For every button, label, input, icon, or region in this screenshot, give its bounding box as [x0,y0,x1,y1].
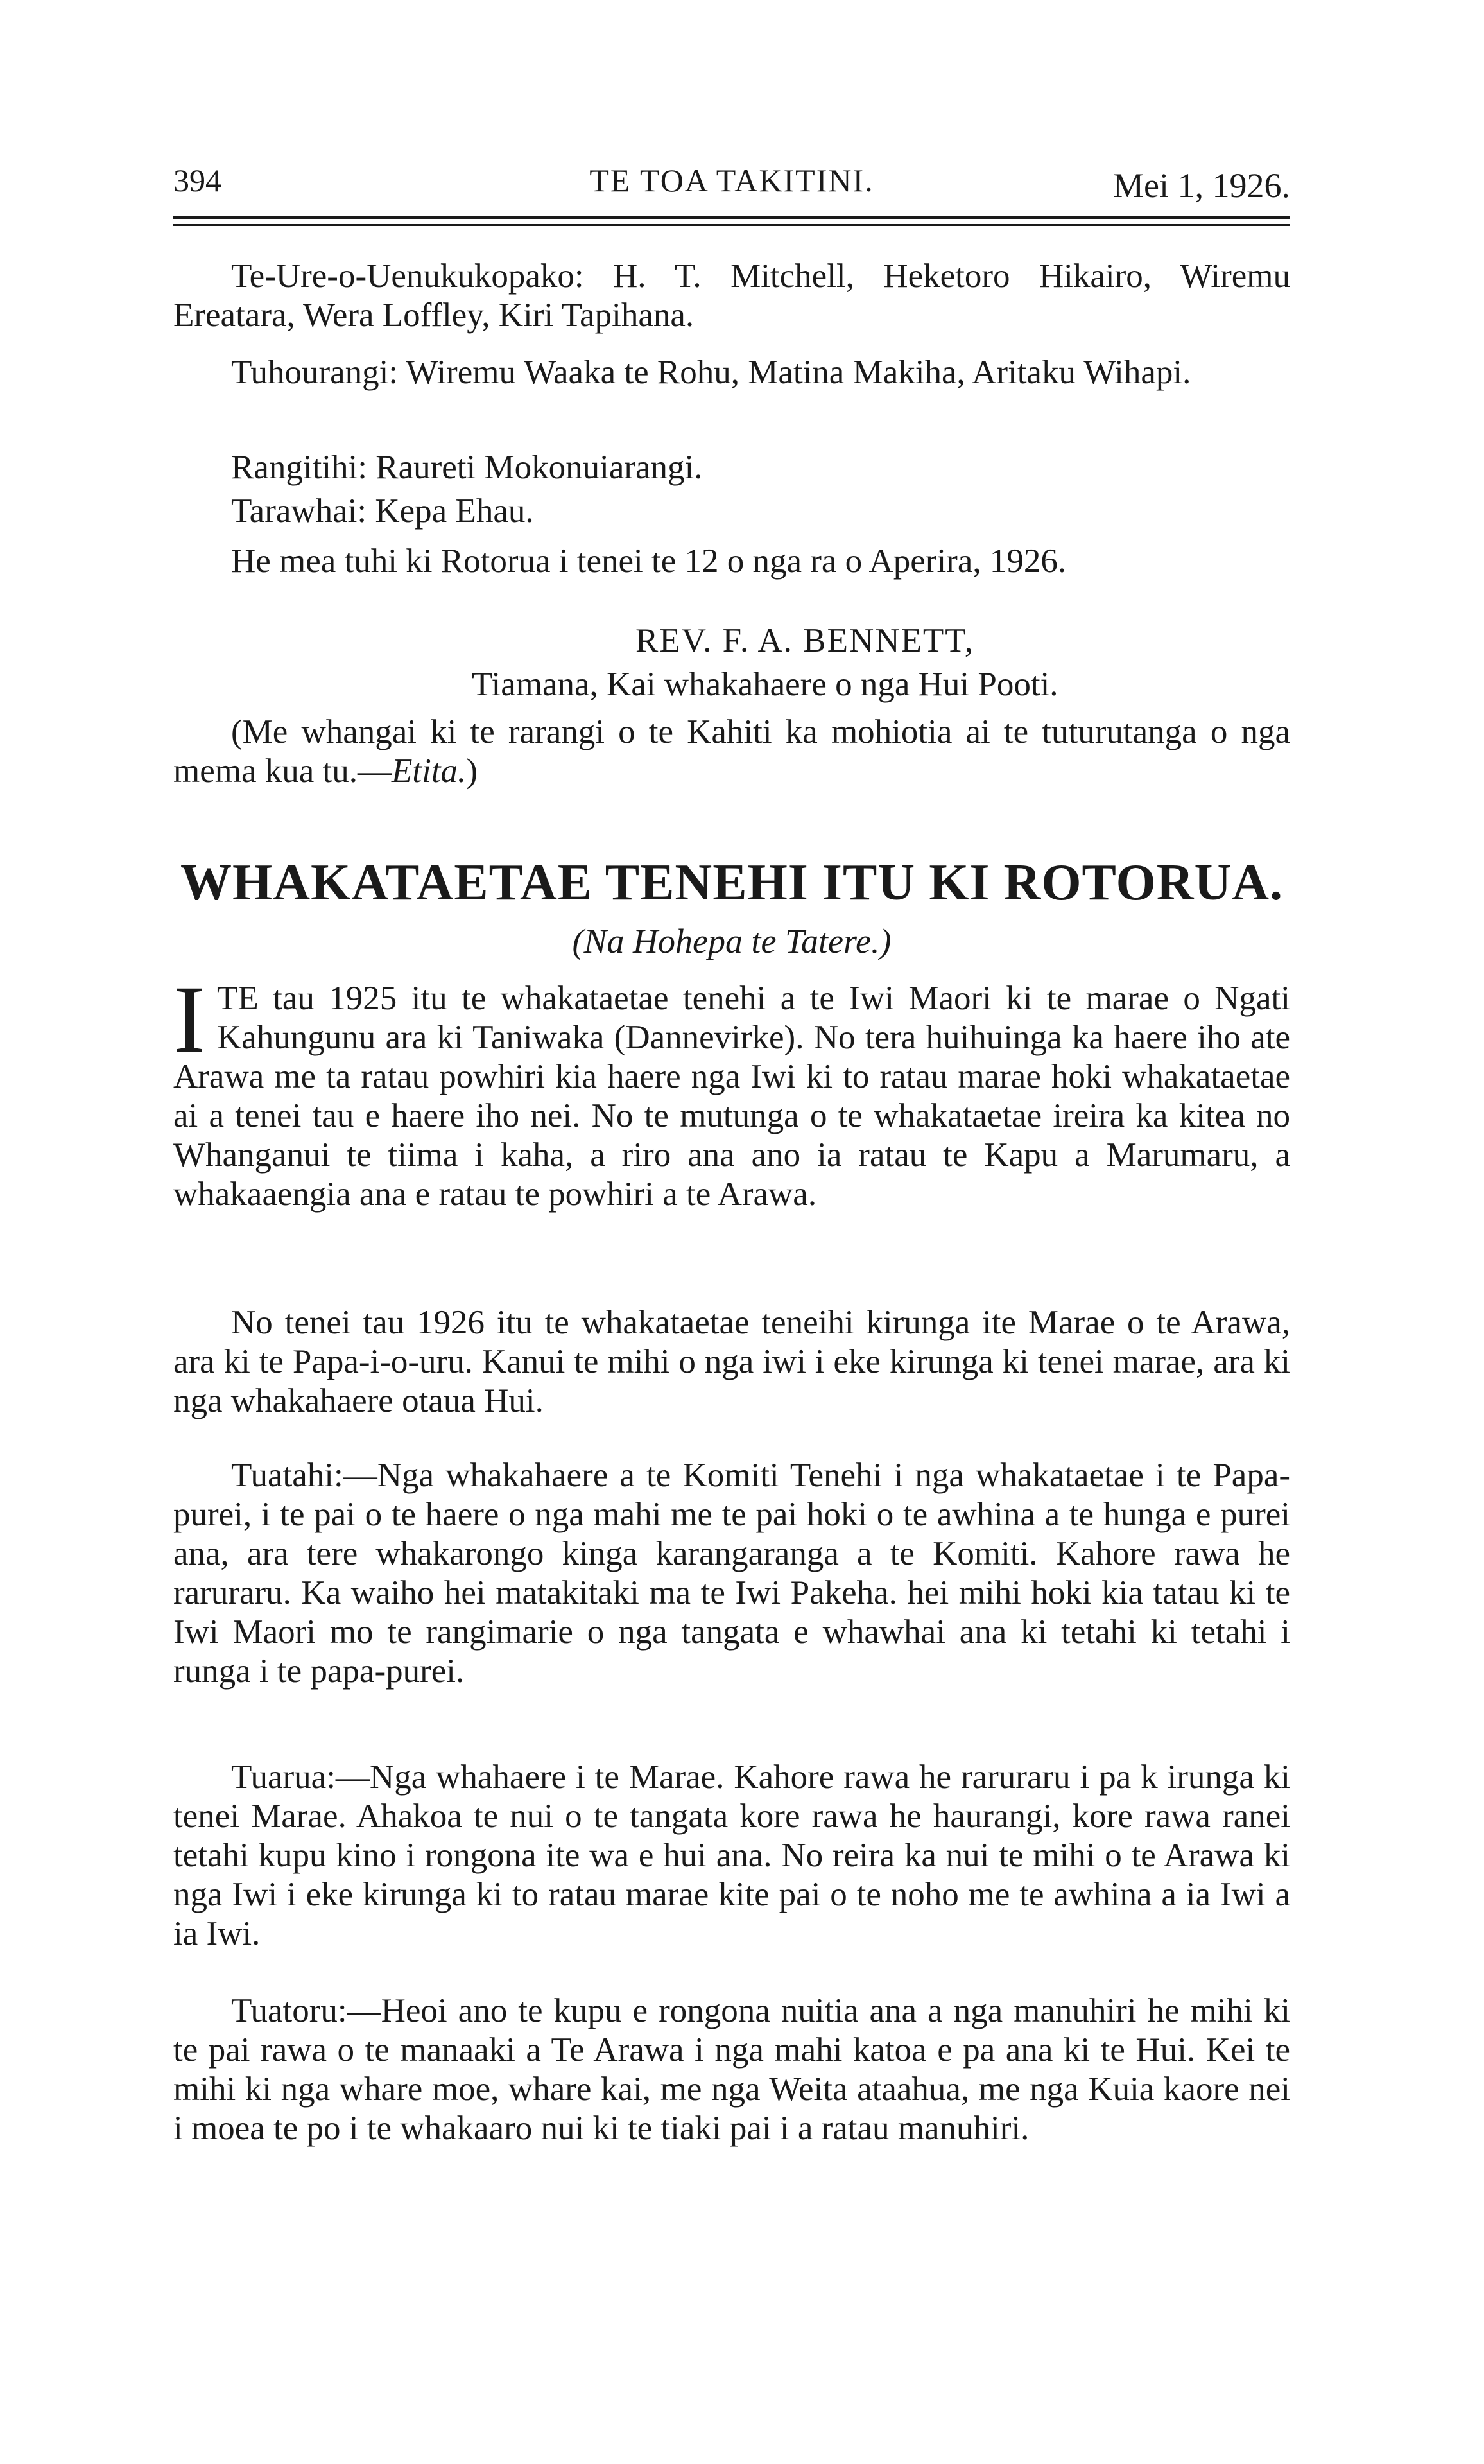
drop-cap: I [173,966,205,1073]
article-paragraph-4: Tuarua:—Nga whahaere i te Marae. Kahore rawa he raruraru i pa k irunga ki tenei Marae. Ahakoa te nui o te tangata kore rawa he haurangi, kore rawa ranei tetahi kupu kino i rongona ite wa e hui ana. No reira ka nui te mihi o te Arawa ki nga Iwi i eke kirunga ki to ratau marae kite pai o te noho me te awhina a ia Iwi a ia Iwi. [173,1758,1290,1952]
header-rule-top [173,216,1290,219]
article-title: WHAKATAETAE TENEHI ITU KI ROTORUA. [180,855,1284,911]
notice-paragraph-5: He mea tuhi ki Rotorua i tenei te 12 o nga ra o Aperira, 1926. [231,542,1067,580]
editor-note-signoff: Etita. [392,752,467,790]
article-paragraph-1 [173,966,1290,1214]
editor-note-close: ) [466,752,478,790]
editor-note-text: (Me whangai ki te rarangi o te Kahiti ka mohiotia ai te tuturutanga o nga mema kua tu.— [173,713,1290,790]
journal-title: TE TOA TAKITINI. [589,162,874,198]
article-paragraph-1-text: TE tau 1925 itu te whakataetae tenehi a te Iwi Maori ki te marae o Ngati Kahungunu ara ki Taniwaka (Dannevirke). No tera huihuinga ka haere iho ate Arawa me ta ratau powhiri kia haere nga Iwi ki to ratau marae hoki whakataetae ai a tenei tau e haere iho nei. No te mutunga o te whakataetae ireira ka kitea no Whanganui te tiima i kaha, a riro ana ano ia ratau te Kapu a Marumaru, a whakaaengia ana e ratau te powhiri a te Arawa. [173,980,1290,1213]
signature-name: REV. F. A. BENNETT, [635,622,974,659]
issue-date: Mei 1, 1926. [1113,166,1290,205]
article-paragraph-3: Tuatahi:—Nga whakahaere a te Komiti Tenehi i nga whakataetae i te Papa-purei, i te pai o te haere o nga mahi me te pai hoki o te awhina a te hunga e purei ana, ara tere whakarongo kinga karangaranga a te Komiti. Kahore rawa he raruraru. Ka waiho hei matakitaki ma te Iwi Pakeha. hei mihi hoki kia tatau ki te Iwi Maori mo te rangimarie o nga tangata e whawhai ana ki tetahi ki tetahi i runga i te papa-purei. [173,1457,1290,1690]
article-paragraph-2: No tenei tau 1926 itu te whakataetae teneihi kirunga ite Marae o te Arawa, ara ki te Papa-i-o-uru. Kanui te mihi o nga iwi i eke kirunga ki tenei marae, ara ki nga whakahaere otaua Hui. [173,1304,1290,1419]
notice-paragraph-3: Rangitihi: Raureti Mokonuiarangi. [231,449,703,486]
notice-paragraph-4: Tarawhai: Kepa Ehau. [231,492,534,530]
page-number: 394 [173,162,221,198]
byline-text: (Na Hohepa te Tatere.) [572,922,892,960]
signature-title: Tiamana, Kai whakahaere o nga Hui Pooti. [472,666,1058,703]
editor-note [173,713,1290,791]
notice-paragraph-1: Te-Ure-o-Uenukukopako: H. T. Mitchell, Heketoro Hikairo, Wiremu Ereatara, Wera Loffley, Kiri Tapihana. [173,257,1290,334]
running-header [173,154,1290,212]
header-rule-bottom [173,224,1290,226]
article-byline [173,921,1290,961]
notice-paragraph-2: Tuhourangi: Wiremu Waaka te Rohu, Matina Makiha, Aritaku Wihapi. [231,354,1191,391]
article-paragraph-5: Tuatoru:—Heoi ano te kupu e rongona nuitia ana a nga manuhiri he mihi ki te pai rawa o te manaaki a Te Arawa i nga mahi katoa e pa ana ki te Hui. Kei te mihi ki nga whare moe, whare kai, me nga Weita ataahua, me nga Kuia kaore nei i moea te po i te whakaaro nui ki te tiaki pai i a ratau manuhiri. [173,1992,1290,2147]
